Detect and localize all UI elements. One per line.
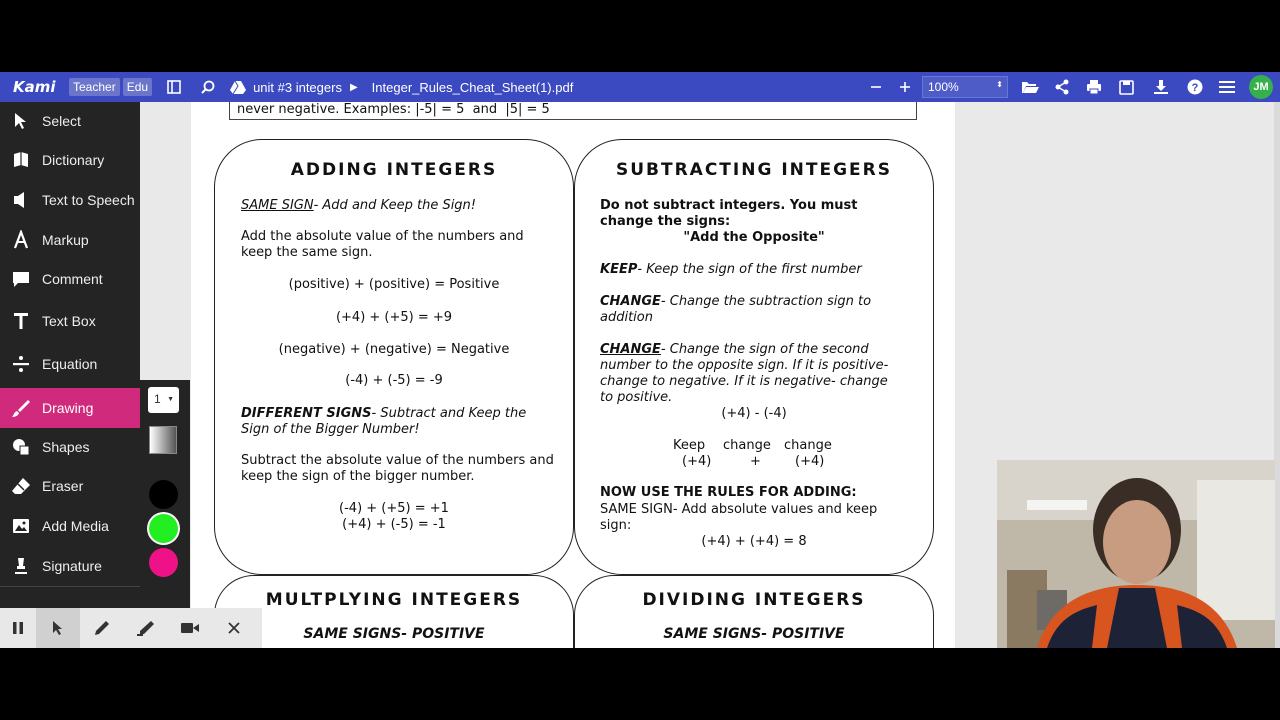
adding-same-sign-rule: - Add and Keep the Sign! <box>313 198 477 213</box>
keep-heading: KEEP <box>600 262 638 277</box>
sidebar-item-equation[interactable] <box>0 345 140 383</box>
kcc-keep: Keep <box>673 438 706 453</box>
shapes-icon <box>11 437 31 457</box>
subtracting-example-1: (+4) - (-4) <box>721 406 787 421</box>
close-recording-button[interactable] <box>212 608 256 648</box>
adding-title: ADDING INTEGERS <box>290 160 498 180</box>
sidebar-item-drawing[interactable] <box>0 388 140 428</box>
adding-diff-desc: Subtract the absolute value of the numbers and keep the sign of the bigger number. <box>241 453 554 484</box>
adding-example-6: (+4) + (-5) = -1 <box>342 517 446 532</box>
now-use-rules: NOW USE THE RULES FOR ADDING: <box>600 485 857 500</box>
color-swatch-green[interactable] <box>149 514 178 543</box>
sidebar-item-label: Eraser <box>42 478 84 494</box>
highlighter-button[interactable] <box>124 608 168 648</box>
kcc-value-3: (+4) <box>795 454 825 469</box>
change2-rule: - Change the sign of the second number to the opposite sign. If it is positive- change to negative. If it is negative- change to positive. <box>600 342 889 405</box>
multiplying-rule: SAME SIGNS- POSITIVE <box>303 626 485 642</box>
drive-icon <box>229 78 247 96</box>
adding-example-2: (+4) + (+5) = +9 <box>335 310 453 325</box>
sidebar-item-label: Equation <box>42 356 98 372</box>
speaker-icon <box>11 190 31 210</box>
search-icon[interactable] <box>199 78 217 96</box>
adding-same-sign <box>241 198 476 213</box>
dividing-title: DIVIDING INTEGERS <box>642 590 866 610</box>
zoom-out-icon[interactable] <box>867 78 885 96</box>
cursor-icon <box>51 620 65 636</box>
adding-example-5: (-4) + (+5) = +1 <box>339 501 449 516</box>
print-icon[interactable] <box>1085 78 1103 96</box>
sidebar-item-text-box[interactable] <box>0 302 140 340</box>
sidebar-item-markup[interactable] <box>0 221 140 259</box>
kcc-change-1: change <box>723 438 771 453</box>
top-toolbar <box>0 72 1280 102</box>
video-camera-icon <box>181 622 199 634</box>
sidebar-item-eraser[interactable] <box>0 467 140 505</box>
pdf-page <box>191 102 955 648</box>
teacher-badge: Teacher <box>69 78 120 96</box>
sidebar-item-label: Comment <box>42 271 103 287</box>
avatar-initials: JM <box>1253 81 1269 93</box>
camera-button[interactable] <box>168 608 212 648</box>
subtracting-title: SUBTRACTING INTEGERS <box>615 160 892 180</box>
keep-rule: - Keep the sign of the first number <box>637 262 862 277</box>
file-name[interactable]: Integer_Rules_Cheat_Sheet(1).pdf <box>371 79 574 95</box>
share-icon[interactable] <box>1053 78 1071 96</box>
select-arrows-icon: ⬍ <box>996 80 1003 89</box>
divide-icon <box>11 354 31 374</box>
app-logo: Kami <box>13 78 56 96</box>
sidebar-item-select[interactable] <box>0 102 140 140</box>
brush-icon <box>11 398 31 418</box>
sidebar-divider <box>0 586 140 587</box>
stroke-size-value: 1 <box>154 392 161 406</box>
adding-example-3: (negative) + (negative) = Negative <box>278 342 510 357</box>
adding-diff-rule: - Subtract and Keep the Sign of the Bigger Number! <box>241 406 527 437</box>
adding-same-sign-heading: SAME SIGN <box>241 198 314 213</box>
sidebar-item-label: Dictionary <box>42 152 105 168</box>
adding-example-4: (-4) + (-5) = -9 <box>345 373 443 388</box>
adding-same-sign-desc: Add the absolute value of the numbers and keep the same sign. <box>241 229 524 260</box>
webcam-video <box>997 460 1275 648</box>
text-icon <box>11 311 31 331</box>
sidebar-item-label: Signature <box>42 558 102 574</box>
kcc-value-2: + <box>750 454 761 469</box>
zoom-in-icon[interactable] <box>896 78 914 96</box>
change1-heading: CHANGE <box>600 294 661 309</box>
svg-text:?: ? <box>1191 82 1199 94</box>
pause-button[interactable] <box>0 608 36 648</box>
markup-icon <box>11 230 31 250</box>
chevron-right-icon: ▶ <box>349 81 358 93</box>
sidebar-item-text-to-speech[interactable] <box>0 181 140 219</box>
absolute-value-text: never negative. Examples: |-5| = 5 and |5| = 5 <box>237 102 550 117</box>
tool-sidebar <box>0 102 140 648</box>
sidebar-item-label: Drawing <box>42 400 94 416</box>
change1-rule: - Change the subtraction sign to addition <box>600 294 872 325</box>
adding-example-1: (positive) + (positive) = Positive <box>288 277 500 292</box>
stroke-size-select[interactable] <box>148 387 179 413</box>
subtracting-example-2: (+4) + (+4) = 8 <box>701 534 807 549</box>
sidebar-item-label: Shapes <box>42 439 90 455</box>
sidebar-item-label: Select <box>42 113 81 129</box>
kcc-change-2: change <box>784 438 832 453</box>
zoom-select[interactable] <box>922 76 1008 98</box>
subtracting-keep <box>600 262 900 277</box>
pause-icon <box>12 621 24 635</box>
close-icon <box>228 622 240 634</box>
signature-icon <box>11 556 31 576</box>
cursor-icon <box>11 111 31 131</box>
media-icon <box>11 516 31 536</box>
highlighter-icon <box>137 620 155 636</box>
subtracting-change-2 <box>600 342 900 406</box>
sidebar-item-comment[interactable] <box>0 260 140 298</box>
subtracting-intro: Do not subtract integers. You must change the signs: <box>600 198 858 229</box>
kcc-value-1: (+4) <box>682 454 712 469</box>
chevron-down-icon: ▼ <box>167 396 174 403</box>
sidebar-item-dictionary[interactable] <box>0 141 140 179</box>
pen-button[interactable] <box>80 608 124 648</box>
recording-toolbar <box>0 608 262 648</box>
sidebar-item-shapes[interactable] <box>0 428 140 466</box>
eraser-icon <box>11 476 31 496</box>
webcam-preview[interactable] <box>997 460 1275 648</box>
sidebar-item-label: Add Media <box>42 518 109 534</box>
color-swatch-black[interactable] <box>149 480 178 509</box>
change2-heading: CHANGE <box>600 342 661 357</box>
sidebar-item-label: Markup <box>42 232 89 248</box>
sidebar-toggle-icon[interactable] <box>165 78 183 96</box>
pencil-icon <box>94 620 110 636</box>
edu-badge: Edu <box>123 78 152 96</box>
pointer-button[interactable] <box>36 608 80 648</box>
menu-icon[interactable] <box>1218 78 1236 96</box>
sidebar-item-label: Text to Speech <box>42 192 135 208</box>
opacity-swatch[interactable] <box>149 426 177 454</box>
sidebar-item-signature[interactable] <box>0 547 140 585</box>
download-icon[interactable] <box>1152 78 1170 96</box>
subtracting-intro-quote: "Add the Opposite" <box>683 230 825 245</box>
subtracting-change-1 <box>600 294 900 326</box>
help-icon[interactable] <box>1186 78 1204 96</box>
multiplying-title: MULTPLYING INTEGERS <box>265 590 523 610</box>
sidebar-item-add-media[interactable] <box>0 507 140 545</box>
sidebar-item-label: Text Box <box>42 313 96 329</box>
save-icon[interactable] <box>1117 78 1135 96</box>
avatar[interactable] <box>1249 75 1273 99</box>
color-swatch-pink[interactable] <box>149 548 178 577</box>
same-sign-note: SAME SIGN- Add absolute values and keep sign: <box>600 502 878 533</box>
adding-diff-heading: DIFFERENT SIGNS <box>241 406 372 421</box>
comment-icon <box>11 269 31 289</box>
folder-open-icon[interactable] <box>1021 78 1039 96</box>
dividing-rule: SAME SIGNS- POSITIVE <box>663 626 845 642</box>
adding-different-signs <box>241 406 551 438</box>
breadcrumb-folder[interactable]: unit #3 integers <box>253 79 342 95</box>
drawing-options <box>140 380 190 608</box>
zoom-value: 100% <box>928 80 959 94</box>
book-icon <box>11 150 31 170</box>
